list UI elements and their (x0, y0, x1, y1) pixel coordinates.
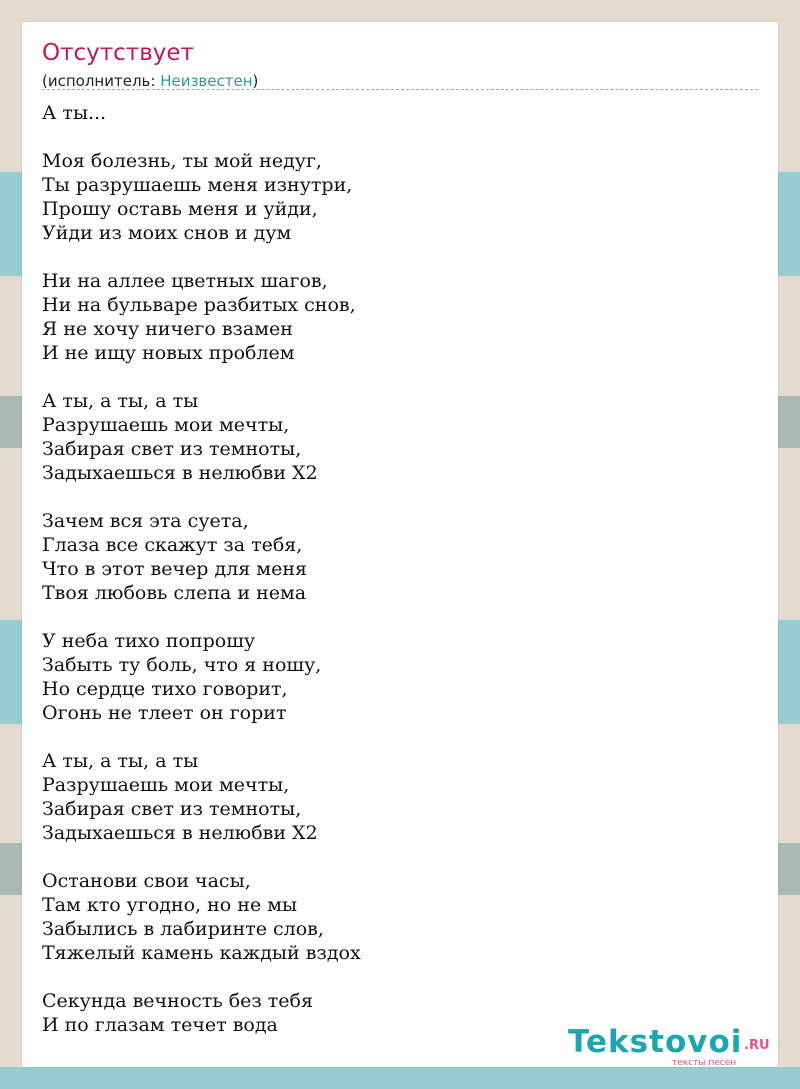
lyric-line: Зачем вся эта суета, (42, 510, 249, 532)
lyric-line: Забирая свет из темноты, (42, 438, 302, 460)
lyric-line: Ты разрушаешь меня изнутри, (42, 174, 353, 196)
lyric-line: Уйди из моих снов и дум (42, 222, 292, 244)
logo-domain: .RU (744, 1038, 770, 1053)
lyric-line: Моя болезнь, ты мой недуг, (42, 150, 322, 172)
lyric-line: Твоя любовь слепа и нема (42, 582, 307, 604)
lyric-line: А ты, а ты, а ты (42, 750, 199, 772)
artist-link[interactable]: Неизвестен (160, 72, 253, 90)
lyric-line: У неба тихо попрошу (42, 630, 256, 652)
lyric-line: Забирая свет из темноты, (42, 798, 302, 820)
lyric-line: Забылись в лабиринте слов, (42, 918, 324, 940)
background-stripe (0, 1067, 800, 1089)
artist-suffix: ) (252, 72, 259, 90)
lyric-line: Огонь не тлеет он горит (42, 702, 287, 724)
lyric-line: Тяжелый камень каждый вздох (42, 942, 361, 964)
title-divider (42, 89, 758, 90)
song-title: Отсутствует (42, 40, 194, 66)
lyric-line: Я не хочу ничего взамен (42, 318, 293, 340)
stanza-gap (42, 125, 361, 149)
lyric-line: Разрушаешь мои мечты, (42, 774, 290, 796)
lyric-line: Разрушаешь мои мечты, (42, 414, 290, 436)
lyric-line: Останови свои часы, (42, 870, 251, 892)
stanza-gap (42, 845, 361, 869)
artist-line (42, 72, 258, 90)
stanza-gap (42, 605, 361, 629)
lyric-line: Глаза все скажут за тебя, (42, 534, 303, 556)
lyric-line: Там кто угодно, но не мы (42, 894, 298, 916)
lyric-line: Но сердце тихо говорит, (42, 678, 288, 700)
lyric-line: Задыхаешься в нелюбви Х2 (42, 462, 318, 484)
lyric-line: А ты... (42, 102, 107, 124)
stanza-gap (42, 245, 361, 269)
logo-tagline: тексты песен (672, 1058, 737, 1068)
lyrics-card (22, 22, 778, 1067)
lyric-line: Задыхаешься в нелюбви Х2 (42, 822, 318, 844)
lyric-line: Ни на аллее цветных шагов, (42, 270, 328, 292)
lyrics-body (42, 101, 361, 1037)
lyric-line: Забыть ту боль, что я ношу, (42, 654, 322, 676)
stanza-gap (42, 365, 361, 389)
lyric-line: И не ищу новых проблем (42, 342, 295, 364)
stanza-gap (42, 965, 361, 989)
lyric-line: И по глазам течет вода (42, 1014, 278, 1036)
lyric-line: Что в этот вечер для меня (42, 558, 307, 580)
lyric-line: Секунда вечность без тебя (42, 990, 313, 1012)
stanza-gap (42, 725, 361, 749)
lyric-line: Ни на бульваре разбитых снов, (42, 294, 356, 316)
stanza-gap (42, 485, 361, 509)
artist-prefix: (исполнитель: (42, 72, 161, 90)
lyric-line: А ты, а ты, а ты (42, 390, 199, 412)
logo-wordmark: Tekstovoi (568, 1024, 743, 1060)
lyric-line: Прошу оставь меня и уйди, (42, 198, 318, 220)
tekstovoi-logo[interactable] (568, 1024, 778, 1068)
